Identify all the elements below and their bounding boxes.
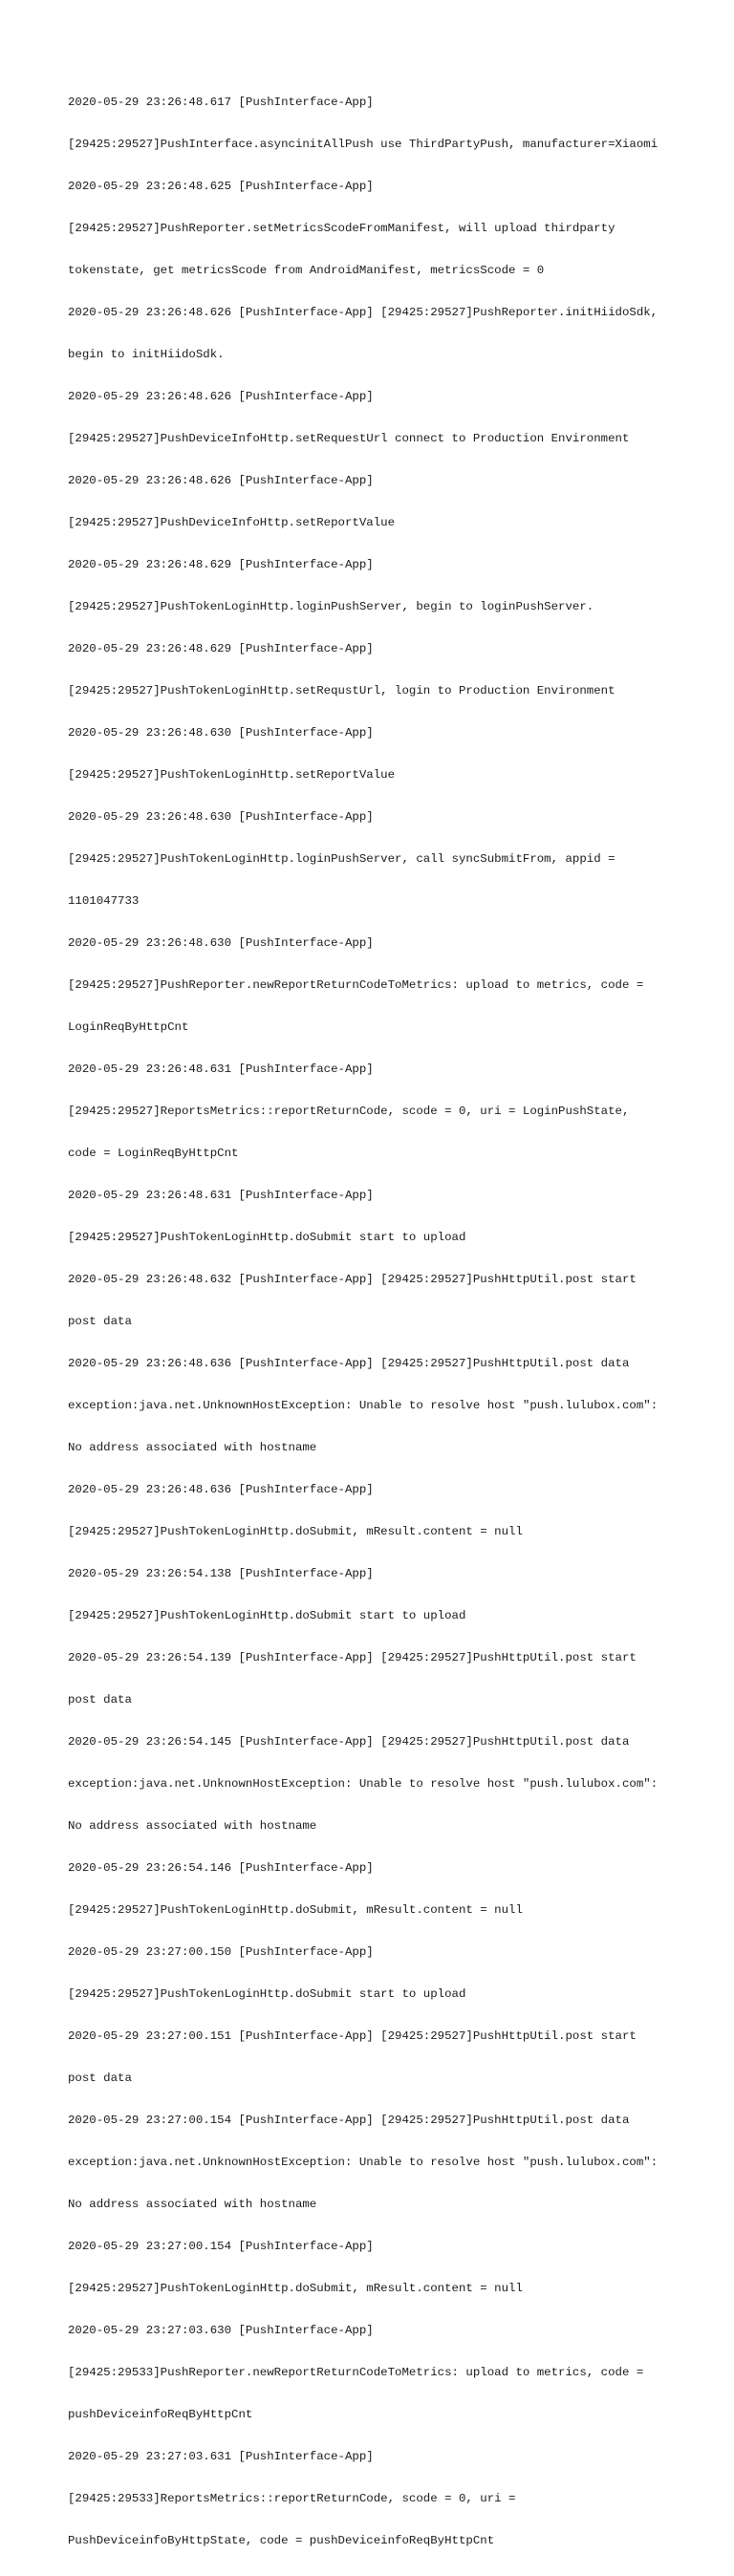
log-line: 2020-05-29 23:26:54.146 [PushInterface-App]: [68, 1861, 374, 1876]
log-line: 2020-05-29 23:26:54.145 [PushInterface-App] [29425:29527]PushHttpUtil.post data: [68, 1735, 630, 1750]
log-line: 1101047733: [68, 894, 140, 909]
log-line: No address associated with hostname: [68, 1819, 317, 1834]
log-line: [29425:29527]PushTokenLoginHttp.doSubmit start to upload: [68, 1609, 466, 1623]
log-line: tokenstate, get metricsScode from AndroidManifest, metricsScode = 0: [68, 264, 545, 278]
log-line: [29425:29527]ReportsMetrics::reportReturnCode, scode = 0, uri = LoginPushState,: [68, 1105, 630, 1119]
log-line: [29425:29533]ReportsMetrics::reportReturnCode, scode = 0, uri =: [68, 2492, 516, 2506]
log-line: post data: [68, 1315, 132, 1329]
log-line: LoginReqByHttpCnt: [68, 1020, 189, 1035]
log-line: code = LoginReqByHttpCnt: [68, 1147, 239, 1161]
log-line: 2020-05-29 23:26:48.626 [PushInterface-App]: [68, 474, 374, 488]
log-line: No address associated with hostname: [68, 1441, 317, 1455]
log-line: 2020-05-29 23:27:00.154 [PushInterface-App]: [68, 2240, 374, 2254]
log-line: exception:java.net.UnknownHostException: Unable to resolve host "push.lulubox.com":: [68, 1777, 658, 1792]
log-line: [29425:29527]PushTokenLoginHttp.setReportValue: [68, 768, 396, 783]
log-line: 2020-05-29 23:27:03.630 [PushInterface-App]: [68, 2324, 374, 2338]
log-line: 2020-05-29 23:26:48.626 [PushInterface-App]: [68, 390, 374, 404]
log-line: 2020-05-29 23:26:48.630 [PushInterface-App]: [68, 936, 374, 951]
log-line: exception:java.net.UnknownHostException: Unable to resolve host "push.lulubox.com":: [68, 1399, 658, 1413]
log-line: [29425:29527]PushDeviceInfoHttp.setRequestUrl connect to Production Environment: [68, 432, 630, 446]
log-line: [29425:29527]PushTokenLoginHttp.doSubmit start to upload: [68, 1987, 466, 2002]
log-line: 2020-05-29 23:26:54.138 [PushInterface-App]: [68, 1567, 374, 1581]
log-line: No address associated with hostname: [68, 2198, 317, 2212]
log-text-block: [68, 68, 680, 2576]
log-line: 2020-05-29 23:26:48.636 [PushInterface-App] [29425:29527]PushHttpUtil.post data: [68, 1357, 630, 1371]
log-line: 2020-05-29 23:26:48.629 [PushInterface-App]: [68, 558, 374, 572]
log-line: [29425:29527]PushTokenLoginHttp.loginPushServer, begin to loginPushServer.: [68, 600, 594, 614]
log-line: [29425:29527]PushReporter.newReportReturnCodeToMetrics: upload to metrics, code =: [68, 978, 644, 993]
log-line: 2020-05-29 23:26:48.630 [PushInterface-App]: [68, 810, 374, 825]
log-line: [29425:29533]PushReporter.newReportReturnCodeToMetrics: upload to metrics, code =: [68, 2366, 644, 2380]
log-line: 2020-05-29 23:26:48.617 [PushInterface-App]: [68, 96, 374, 110]
log-line: [29425:29527]PushTokenLoginHttp.doSubmit, mResult.content = null: [68, 1525, 523, 1539]
log-line: [29425:29527]PushInterface.asyncinitAllPush use ThirdPartyPush, manufacturer=Xiaomi: [68, 138, 658, 152]
log-line: 2020-05-29 23:27:03.631 [PushInterface-App]: [68, 2450, 374, 2464]
log-line: pushDeviceinfoReqByHttpCnt: [68, 2408, 253, 2422]
log-line: PushDeviceinfoByHttpState, code = pushDeviceinfoReqByHttpCnt: [68, 2534, 495, 2548]
log-line: 2020-05-29 23:26:48.636 [PushInterface-App]: [68, 1483, 374, 1497]
log-line: [29425:29527]PushTokenLoginHttp.loginPushServer, call syncSubmitFrom, appid =: [68, 852, 615, 867]
log-line: exception:java.net.UnknownHostException: Unable to resolve host "push.lulubox.com":: [68, 2156, 658, 2170]
log-line: 2020-05-29 23:26:48.631 [PushInterface-App]: [68, 1063, 374, 1077]
log-line: 2020-05-29 23:27:00.154 [PushInterface-App] [29425:29527]PushHttpUtil.post data: [68, 2114, 630, 2128]
log-line: 2020-05-29 23:26:48.632 [PushInterface-App] [29425:29527]PushHttpUtil.post start: [68, 1273, 637, 1287]
log-line: 2020-05-29 23:26:48.631 [PushInterface-App]: [68, 1189, 374, 1203]
log-line: post data: [68, 2072, 132, 2086]
log-line: [29425:29527]PushTokenLoginHttp.doSubmit start to upload: [68, 1231, 466, 1245]
log-line: 2020-05-29 23:27:00.150 [PushInterface-App]: [68, 1945, 374, 1960]
log-line: [29425:29527]PushTokenLoginHttp.setRequstUrl, login to Production Environment: [68, 684, 615, 698]
log-line: [29425:29527]PushTokenLoginHttp.doSubmit, mResult.content = null: [68, 1903, 523, 1918]
log-line: 2020-05-29 23:26:54.139 [PushInterface-App] [29425:29527]PushHttpUtil.post start: [68, 1651, 637, 1665]
log-line: 2020-05-29 23:26:48.630 [PushInterface-App]: [68, 726, 374, 741]
log-line: 2020-05-29 23:26:48.625 [PushInterface-App]: [68, 180, 374, 194]
log-line: 2020-05-29 23:26:48.626 [PushInterface-App] [29425:29527]PushReporter.initHiidoSdk,: [68, 306, 658, 320]
log-line: begin to initHiidoSdk.: [68, 348, 225, 362]
log-line: [29425:29527]PushDeviceInfoHttp.setReportValue: [68, 516, 396, 530]
log-line: 2020-05-29 23:26:48.629 [PushInterface-App]: [68, 642, 374, 656]
log-line: [29425:29527]PushReporter.setMetricsScodeFromManifest, will upload thirdparty: [68, 222, 615, 236]
log-line: 2020-05-29 23:27:00.151 [PushInterface-App] [29425:29527]PushHttpUtil.post start: [68, 2029, 637, 2044]
log-line: post data: [68, 1693, 132, 1707]
log-line: [29425:29527]PushTokenLoginHttp.doSubmit, mResult.content = null: [68, 2282, 523, 2296]
